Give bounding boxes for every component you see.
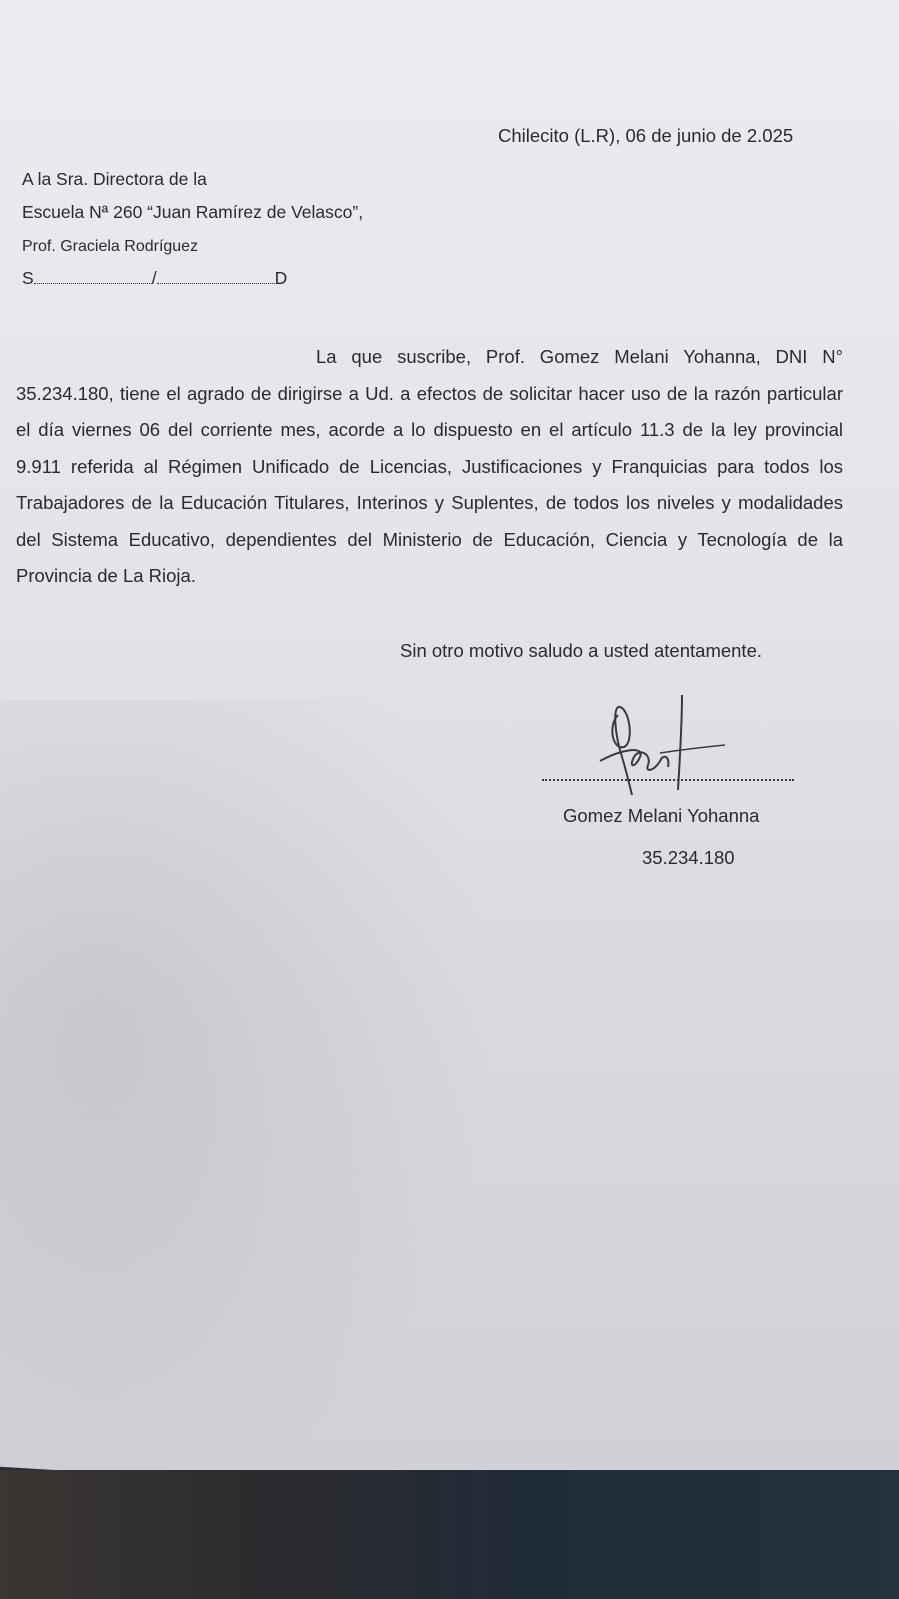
salutation-line	[22, 268, 287, 289]
place-date: Chilecito (L.R), 06 de junio de 2.025	[498, 125, 794, 146]
signature-line	[542, 779, 794, 781]
recipient-line-2: Escuela Nª 260 “Juan Ramírez de Velasco”,	[22, 202, 364, 222]
signature-icon	[590, 695, 740, 805]
recipient-line-3: Prof. Graciela Rodríguez	[22, 238, 199, 255]
background-surface	[0, 1470, 899, 1599]
salutation-mid: /	[151, 268, 157, 288]
dotted-fill	[157, 283, 275, 284]
closing-line: Sin otro motivo saludo a usted atentamente.	[400, 640, 762, 661]
dotted-fill	[34, 283, 152, 284]
salutation-end: D	[274, 268, 288, 288]
signer-dni: 35.234.180	[642, 847, 735, 868]
letter-body: La que suscribe, Prof. Gomez Melani Yohanna, DNI N° 35.234.180, tiene el agrado de dirigirse a Ud. a efectos de solicitar hacer uso de la razón particular el día viernes 06 del corriente mes, acorde a lo dispuesto en el artículo 11.3 de la ley provincial 9.911 referida al Régimen Unificado de Licencias, Justificaciones y Franquicias para todos los Trabajadores de la Educación Titulares, Interinos y Suplentes, de todos los niveles y modalidades del Sistema Educativo, dependientes del Ministerio de Educación, Ciencia y Tecnología de la Provincia de La Rioja.	[16, 346, 843, 586]
signer-name: Gomez Melani Yohanna	[563, 805, 760, 826]
recipient-line-1: A la Sra. Directora de la	[22, 169, 207, 189]
salutation-start: S	[22, 268, 34, 288]
